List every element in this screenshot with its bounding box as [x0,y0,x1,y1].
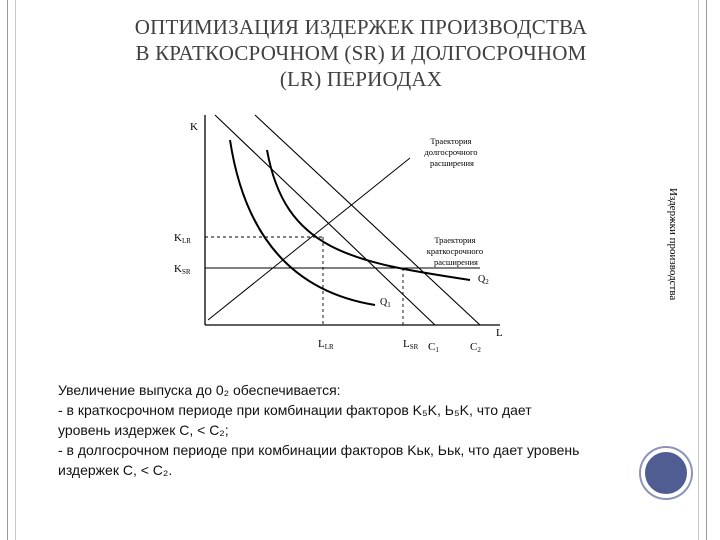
text-line-1: Увеличение выпуска до 0₂ обеспечивается: [58,382,341,398]
slide-title [40,14,682,92]
short-run-path-label: Траектория краткосрочного расширения [426,235,484,267]
c2-label: C2 [470,341,481,354]
k-lr-label: KLR [174,232,191,245]
title-line-2: В КРАТКОСРОЧНОМ (SR) И ДОЛГОСРОЧНОМ [135,41,587,65]
l-sr-label: LSR [403,338,419,351]
description-text [58,380,658,480]
isoquant-q1 [230,140,375,305]
text-line-4: - в долгосрочном периоде при комбинации факторов Kьк, Ььк, что дает уровень [58,442,580,458]
q1-label: $Q_1$ [380,297,391,309]
left-border-line [7,0,8,540]
right-border-line [706,0,707,540]
x-axis-label: L [496,327,503,339]
l-lr-label: LLR [318,338,334,351]
left-border-line-inner [15,0,16,540]
text-line-2: - в краткосрочном периоде при комбинации факторов K₅K, Ь₅K, что дает [58,402,532,418]
decorative-circle [641,448,691,498]
long-run-expansion-path [208,158,410,320]
title-line-1: ОПТИМИЗАЦИЯ ИЗДЕРЖЕК ПРОИЗВОДСТВА [134,15,588,39]
long-run-path-label: Траектория долгосрочного расширения [424,136,478,168]
k-sr-label: KSR [174,263,191,276]
c1-label: C1 [428,341,439,354]
q2-label: $Q_2$ [478,274,489,286]
y-axis-label: K [190,121,198,133]
side-label-costs: Издержки производства [667,188,679,301]
isoquant-diagram [160,110,690,360]
title-line-3: (LR) ПЕРИОДАХ [279,67,443,91]
right-border-line-inner [698,0,699,540]
isocost-c1 [215,115,435,325]
text-line-5: издержек С, < С₂. [58,462,173,478]
text-line-3: уровень издержек С, < С₂; [58,422,229,438]
